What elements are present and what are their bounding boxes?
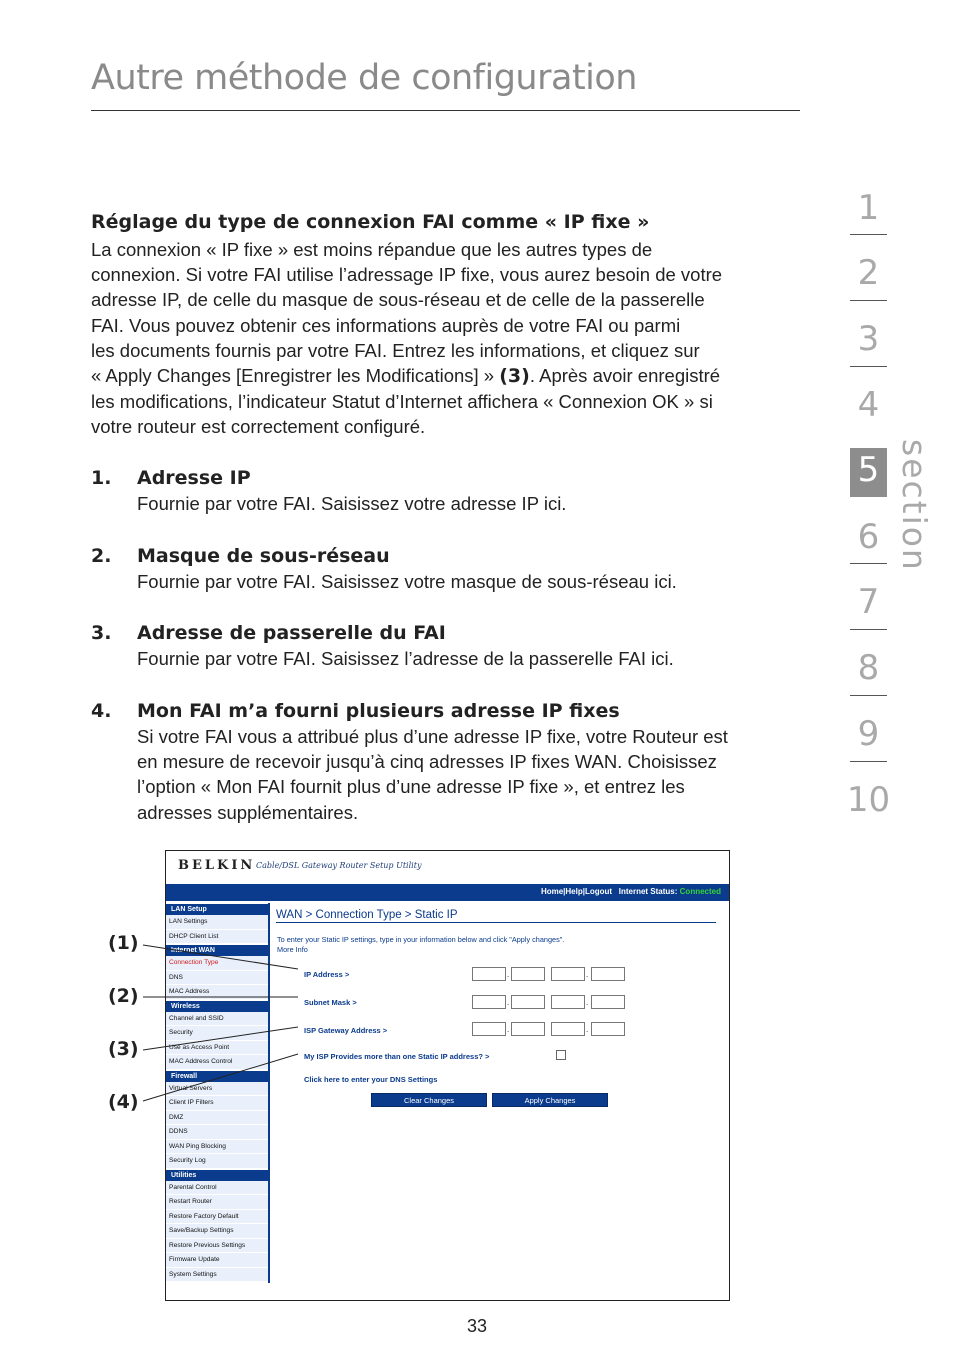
item-number: 4. — [91, 700, 112, 722]
sidebar-heading: LAN Setup — [166, 904, 268, 915]
page-number: 33 — [466, 1316, 488, 1336]
page-title: Autre méthode de configuration — [91, 58, 637, 98]
callout-1: (1) — [108, 932, 139, 954]
item-line: en mesure de recevoir jusqu’à cinq adresses IP fixes WAN. Choisissez — [137, 751, 717, 773]
callout-4: (4) — [108, 1091, 139, 1113]
utility-subtitle: Cable/DSL Gateway Router Setup Utility — [256, 861, 422, 870]
sidebar-item[interactable]: Channel and SSID — [166, 1012, 268, 1027]
item-number: 2. — [91, 545, 112, 567]
intro-text: . Après avoir enregistré — [529, 365, 721, 387]
sidebar-heading: Internet WAN — [166, 945, 268, 956]
clear-changes-button[interactable]: Clear Changes — [371, 1093, 487, 1107]
sidebar-item[interactable]: MAC Address — [166, 985, 268, 1000]
sidebar-item[interactable]: Restore Factory Default — [166, 1210, 268, 1225]
nav-links[interactable]: Home|Help|Logout — [540, 887, 613, 896]
item-title: Masque de sous-réseau — [137, 545, 390, 567]
sidebar-heading: Firewall — [166, 1071, 268, 1082]
gateway-label: ISP Gateway Address > — [304, 1026, 388, 1035]
sidebar-heading: Utilities — [166, 1170, 268, 1181]
section-number-9: 9 — [857, 714, 880, 754]
intro-line: La connexion « IP fixe » est moins répandue que les autres types de — [91, 239, 653, 260]
octet-separator: . — [507, 998, 510, 1007]
section-word: section — [895, 439, 934, 572]
sidebar-item-active[interactable]: Connection Type — [166, 956, 268, 971]
section-number-5-active: 5 — [850, 448, 887, 497]
section-number-2: 2 — [857, 253, 880, 293]
sidebar-item[interactable]: DDNS — [166, 1125, 268, 1140]
sidebar-item[interactable]: WAN Ping Blocking — [166, 1140, 268, 1155]
sidebar-item[interactable]: Security Log — [166, 1154, 268, 1169]
sidebar-item[interactable]: LAN Settings — [166, 915, 268, 930]
octet-separator: . — [586, 1025, 589, 1034]
apply-changes-button[interactable]: Apply Changes — [492, 1093, 608, 1107]
item-number: 1. — [91, 467, 112, 489]
sidebar-item[interactable]: Virtual Servers — [166, 1082, 268, 1097]
multi-ip-label: My ISP Provides more than one Static IP address? > — [304, 1052, 490, 1061]
section-heading: Réglage du type de connexion FAI comme « IP fixe » — [91, 211, 650, 233]
callout-line-3 — [143, 1027, 298, 1050]
octet-separator: . — [507, 1025, 510, 1034]
more-info-link[interactable]: More Info — [277, 945, 308, 954]
callout-3: (3) — [108, 1038, 139, 1060]
sidebar-item[interactable]: Firmware Update — [166, 1253, 268, 1268]
sidebar-item[interactable]: MAC Address Control — [166, 1055, 268, 1070]
item-number: 3. — [91, 622, 112, 644]
callout-line-1 — [143, 945, 298, 969]
intro-line: les documents fournis par votre FAI. Entrez les informations, et cliquez sur — [91, 339, 700, 361]
subnet-mask-label: Subnet Mask > — [304, 998, 357, 1007]
section-number-3: 3 — [857, 319, 880, 359]
callout-ref: (3) — [499, 365, 530, 388]
intro-text: « Apply Changes [Enregistrer les Modifications] » — [91, 365, 500, 387]
item-line: adresses supplémentaires. — [137, 801, 359, 823]
octet-separator: . — [507, 970, 510, 979]
internet-status-value: Connected — [679, 887, 721, 896]
sidebar-item[interactable]: Use as Access Point — [166, 1041, 268, 1056]
item-title: Adresse IP — [137, 467, 251, 489]
sidebar-item[interactable]: Save/Backup Settings — [166, 1224, 268, 1239]
section-number-4: 4 — [857, 385, 880, 425]
octet-separator: . — [586, 998, 589, 1007]
internet-status-label: Internet Status: — [618, 887, 678, 896]
intro-line: les modifications, l’indicateur Statut d’Internet affichera « Connexion OK » si — [91, 391, 713, 413]
sidebar-item[interactable]: Restart Router — [166, 1195, 268, 1210]
sidebar-heading: Wireless — [166, 1001, 268, 1012]
item-title: Adresse de passerelle du FAI — [137, 622, 446, 644]
intro-line: FAI. Vous pouvez obtenir ces informations auprès de votre FAI ou parmi — [91, 314, 681, 336]
callout-line-4 — [143, 1054, 298, 1101]
intro-line: votre routeur est correctement configuré. — [91, 416, 426, 438]
ip-address-label: IP Address > — [304, 970, 350, 979]
sidebar-item[interactable]: Security — [166, 1026, 268, 1041]
content-breadcrumb: WAN > Connection Type > Static IP — [276, 909, 458, 921]
sidebar-item[interactable]: Parental Control — [166, 1181, 268, 1196]
item-line: Fournie par votre FAI. Saisissez votre adresse IP ici. — [137, 493, 567, 514]
callout-2: (2) — [108, 985, 139, 1007]
intro-line: connexion. Si votre FAI utilise l’adressage IP fixe, vous aurez besoin de votre — [91, 264, 723, 286]
item-line: l’option « Mon FAI fournit plus d’une adresse IP fixe », et entrez les — [137, 776, 685, 798]
sidebar-item[interactable]: DHCP Client List — [166, 930, 268, 945]
section-number-1: 1 — [857, 188, 880, 228]
sidebar-item[interactable]: System Settings — [166, 1268, 268, 1283]
section-number-10: 10 — [846, 780, 891, 820]
sidebar-item[interactable]: DNS — [166, 971, 268, 986]
belkin-logo: BELKIN — [178, 858, 256, 873]
item-line: Si votre FAI vous a attribué plus d’une adresse IP fixe, votre Routeur est — [137, 726, 728, 747]
section-number-8: 8 — [857, 648, 880, 688]
sidebar-item[interactable]: DMZ — [166, 1111, 268, 1126]
section-number-7: 7 — [857, 582, 880, 622]
item-title: Mon FAI m’a fourni plusieurs adresse IP fixes — [137, 700, 620, 722]
sidebar-item[interactable]: Client IP Filters — [166, 1096, 268, 1111]
intro-text: To enter your Static IP settings, type in your information below and click "Apply changes". — [277, 935, 565, 944]
octet-separator: . — [586, 970, 589, 979]
dns-settings-link[interactable]: Click here to enter your DNS Settings — [304, 1075, 438, 1084]
sidebar-item[interactable]: Restore Previous Settings — [166, 1239, 268, 1254]
item-line: Fournie par votre FAI. Saisissez votre masque de sous-réseau ici. — [137, 571, 677, 592]
item-line: Fournie par votre FAI. Saisissez l’adresse de la passerelle FAI ici. — [137, 648, 674, 669]
intro-line: adresse IP, de celle du masque de sous-réseau et de celle de la passerelle — [91, 289, 705, 311]
section-number-6: 6 — [857, 517, 880, 557]
